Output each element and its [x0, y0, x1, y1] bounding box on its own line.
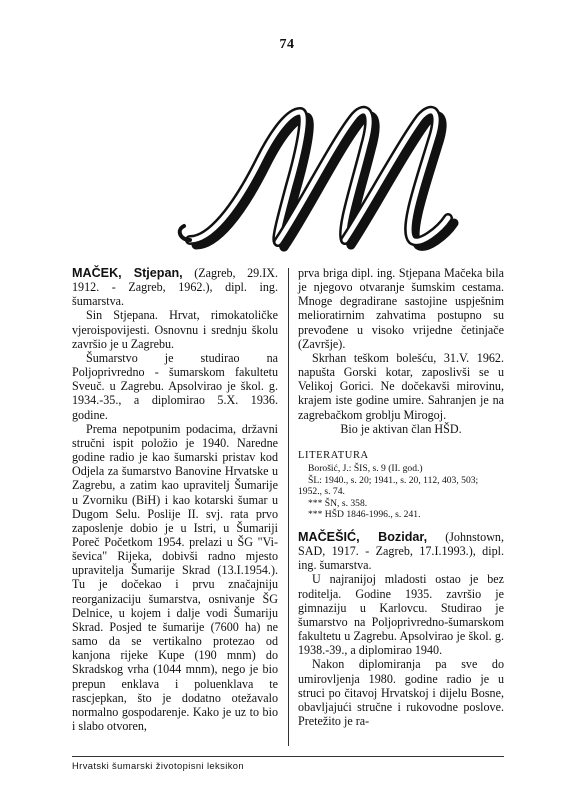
paragraph: U najranijoj mladosti ostao je bez roditelja. Godine 1935. završio je gimnaziju u Karlovcu. Studirao je šumarstvo na Poljoprivredno-šumarskom fakultetu u Zagrebu. Apsolvirao je škol. g. 1938.-39., a diplomirao 1940.	[298, 572, 504, 658]
paragraph: Skrhan teškom bolešću, 31.V. 1962. napušta Gorski kotar, zaposlivši se u Velikoj Gorici. Ne dočekavši mirovinu, krajem iste godine umire. Sahranjen je na zagrebačkom groblju Mirogoj.	[298, 350, 504, 422]
column-divider	[288, 268, 289, 746]
paragraph: Sin Stjepana. Hrvat, rimokatoličke vjeroispovijesti. Osnovnu i srednju školu završio je u Zagrebu.	[72, 308, 278, 351]
literature-item: ŠL: 1940., s. 20; 1941., s. 20, 112, 403, 503;	[308, 474, 479, 486]
literature-heading: LITERATURA	[298, 449, 369, 461]
page-number: 74	[279, 37, 295, 52]
paragraph: Šumarstvo je studirao na Poljoprivredno - šumarskom fakultetu Sveuč. u Zagrebu. Apsolvirao je škol. g. 1934.-35., a diplomirao 5.X. 1936. godine.	[72, 350, 278, 422]
continued-paragraph: prva briga dipl. ing. Stjepana Mačeka bila je njegovo otvaranje šumskim cestama. Mnoge degradirane sastojine uspješnim melioratirnim zahvatima postupno su prevođene u visoko vrijedne četinjače (Završje).	[298, 266, 504, 351]
literature-item: *** ŠN, s. 358.	[308, 497, 368, 509]
paragraph: Nakon diplomiranja pa sve do umirovljenja 1980. godine radio je u struci po čitavoj Hrvatskoj i dijelu Bosne, obavljajući stručne i rukovodne poslove. Pretežito je ra-	[298, 657, 504, 729]
literature-item: *** HŠD 1846-1996., s. 241.	[308, 509, 421, 521]
literature-item: Borošić, J.: ŠIS, s. 9 (II. god.)	[308, 463, 423, 475]
entry-macek-stjepan	[72, 266, 278, 308]
membership-line: Bio je aktivan član HŠD.	[340, 421, 462, 436]
spacer	[298, 521, 504, 530]
right-column	[298, 266, 504, 728]
literature-item: 1952., s. 74.	[298, 486, 345, 498]
footer-title: Hrvatski šumarski životopisni leksikon	[72, 760, 245, 771]
entry-intro: (Zagreb, 29.IX. 1912. - Zagreb, 1962.), dipl. ing. šumarstva.	[72, 266, 278, 309]
entry-headword: MAČEK, Stjepan,	[72, 266, 183, 280]
entry-macesic-bozidar	[298, 530, 504, 572]
entry-headword: MAČEŠIĆ, Bozidar,	[298, 530, 428, 544]
decorative-initial-m	[150, 90, 470, 260]
paragraph: Prema nepotpunim podacima, državni stručni ispit položio je 1940. Naredne godine radio je kao šumarski pristav kod Odjela za šumarstvo Banovine Hrvatske u Zagrebu, a zatim kao upravitelj Šumarije u Zvorniku (BiH) i kao kotarski šumar u Dugom Selu. Poslije II. svj. rata prvo zaposlenje dobio je u Istri, u Šumariji Poreč Početkom 1954. prelazi u ŠG "Vi-ševica" Rijeka, dobivši radno mjesto upravitelja Šumarije Skrad (13.I.1954.). Tu je dočekao i prvu značajniju reorganizaciju šumarstva, osnivanje ŠG Delnice, u kojem i dalje vodi Šumariju Skrad. Posjed te šumarije (7600 ha) ne samo da se vertikalno protezao od kanjona rijeke Kupe (190 mnm) do Skradskog vrha (1044 mnm), nego je bio prepun enklava i poluenklava te rascjepkan, što je dodatno otežavalo normalno gospodarenje. Kako je uz to bio i slabo otvoren,	[72, 421, 278, 733]
footer-rule	[72, 756, 504, 757]
left-column	[72, 266, 278, 733]
entry-intro: (Johnstown, SAD, 1917. - Zagreb, 17.I.1993.), dipl. ing. šumarstva.	[298, 530, 504, 573]
